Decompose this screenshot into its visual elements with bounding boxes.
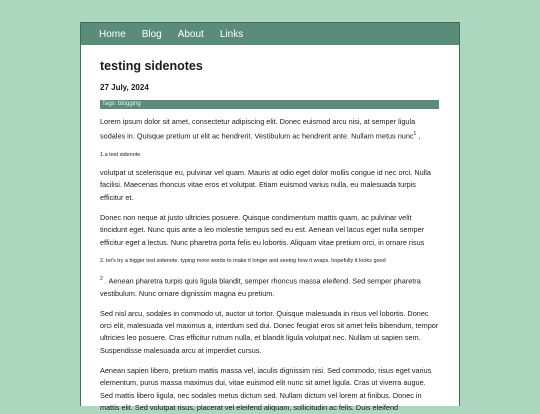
paragraph-1 <box>100 116 439 143</box>
paragraph-1-text: Lorem ipsum dolor sit amet, consectetur adipiscing elit. Donec euismod arcu nisi, at semper ligula sodales in. Quisque pretium ut elit ac hendrerit. Vestibulum ac hendrerit ante. Nullam metus nunc <box>100 117 416 141</box>
paragraph-2: volutpat ut scelerisque eu, pulvinar vel quam. Mauris at odio eget dolor mollis congue id nec orci. Nulla facilisi. Maecenas rhoncus vitae eros et volutpat. Etiam euismod varius nulla, eu malesuada turpis efficitur et. <box>100 168 431 202</box>
footnote-1-marker[interactable]: 1 <box>413 131 417 138</box>
tags-bar <box>100 100 439 109</box>
page-container <box>80 22 460 412</box>
sidenote-2: 2. let's try a bigger test sidenote. typing more words to make it longer and seeing how it wraps. hopefully it looks good <box>100 257 386 264</box>
paragraph-5: Sed nisl arcu, sodales in commodo ut, auctor ut tortor. Quisque malesuada in risus vel lobortis. Donec orci elit, malesuada vel maximus a, interdum sed dui. Donec feugiat eros sit amet felis bibendum, tempor ultricies leo posuere. Cras efficitur rutrum nulla, et blandit ligula volutpat nec. Nullam ut sapien sem. Suspendisse malesuada arcu at imperdiet cursus. <box>100 308 439 355</box>
post-content <box>81 59 459 414</box>
nav-about-link[interactable]: About <box>177 28 204 40</box>
tag-link-blogging[interactable]: blogging <box>118 101 141 107</box>
post-title: testing sidenotes <box>100 59 203 73</box>
sidenote-1: 1.a test sidenote <box>100 152 141 159</box>
paragraph-4 <box>100 273 439 300</box>
nav-home-link[interactable]: Home <box>99 28 126 40</box>
paragraph-3: Donec non neque at justo ultricies posuere. Quisque condimentum mattis quam, ac pulvinar velit tincidunt eget. Nunc quis ante a leo molestie tempus sed eu est. Aenean vel lacus eget nulla semper efficitur eget a lectus. Nunc pharetra porta felis eu lobortis. Aliquam vitae pretium orci, in ornare risus <box>100 212 425 247</box>
tags-label: Tags: <box>102 101 117 107</box>
top-nav <box>81 23 459 45</box>
footnote-2-marker[interactable]: 2 <box>100 275 103 282</box>
paragraph-4-text: . Aenean pharetra turpis quis ligula blandit, semper rhoncus massa eleifend. Sed semper pharetra vestibulum. Nunc ornare dignissim magna eu pretium. <box>100 276 421 298</box>
nav-blog-link[interactable]: Blog <box>141 28 162 40</box>
nav-links-link[interactable]: Links <box>219 28 244 40</box>
paragraph-1-tail: , <box>416 131 421 141</box>
paragraph-6: Aenean sapien libero, pretium mattis massa vel, iaculis dignissim nisi. Sed commodo, risus eget varius elementum, purus massa maximus dui, vitae euismod elit nunc sit amet ligula. Cras ut viverra augue. Sed mattis libero ligula, nec sodales metus dictum sed. Nullam dictum vel lorem at finibus. Donec in mattis elit. Sed volutpat risus, placerat vel eleifend aliquam, sollicitudin ac felis. Duis eleifend <box>100 366 432 412</box>
post-date: 27 July, 2024 <box>100 83 149 92</box>
